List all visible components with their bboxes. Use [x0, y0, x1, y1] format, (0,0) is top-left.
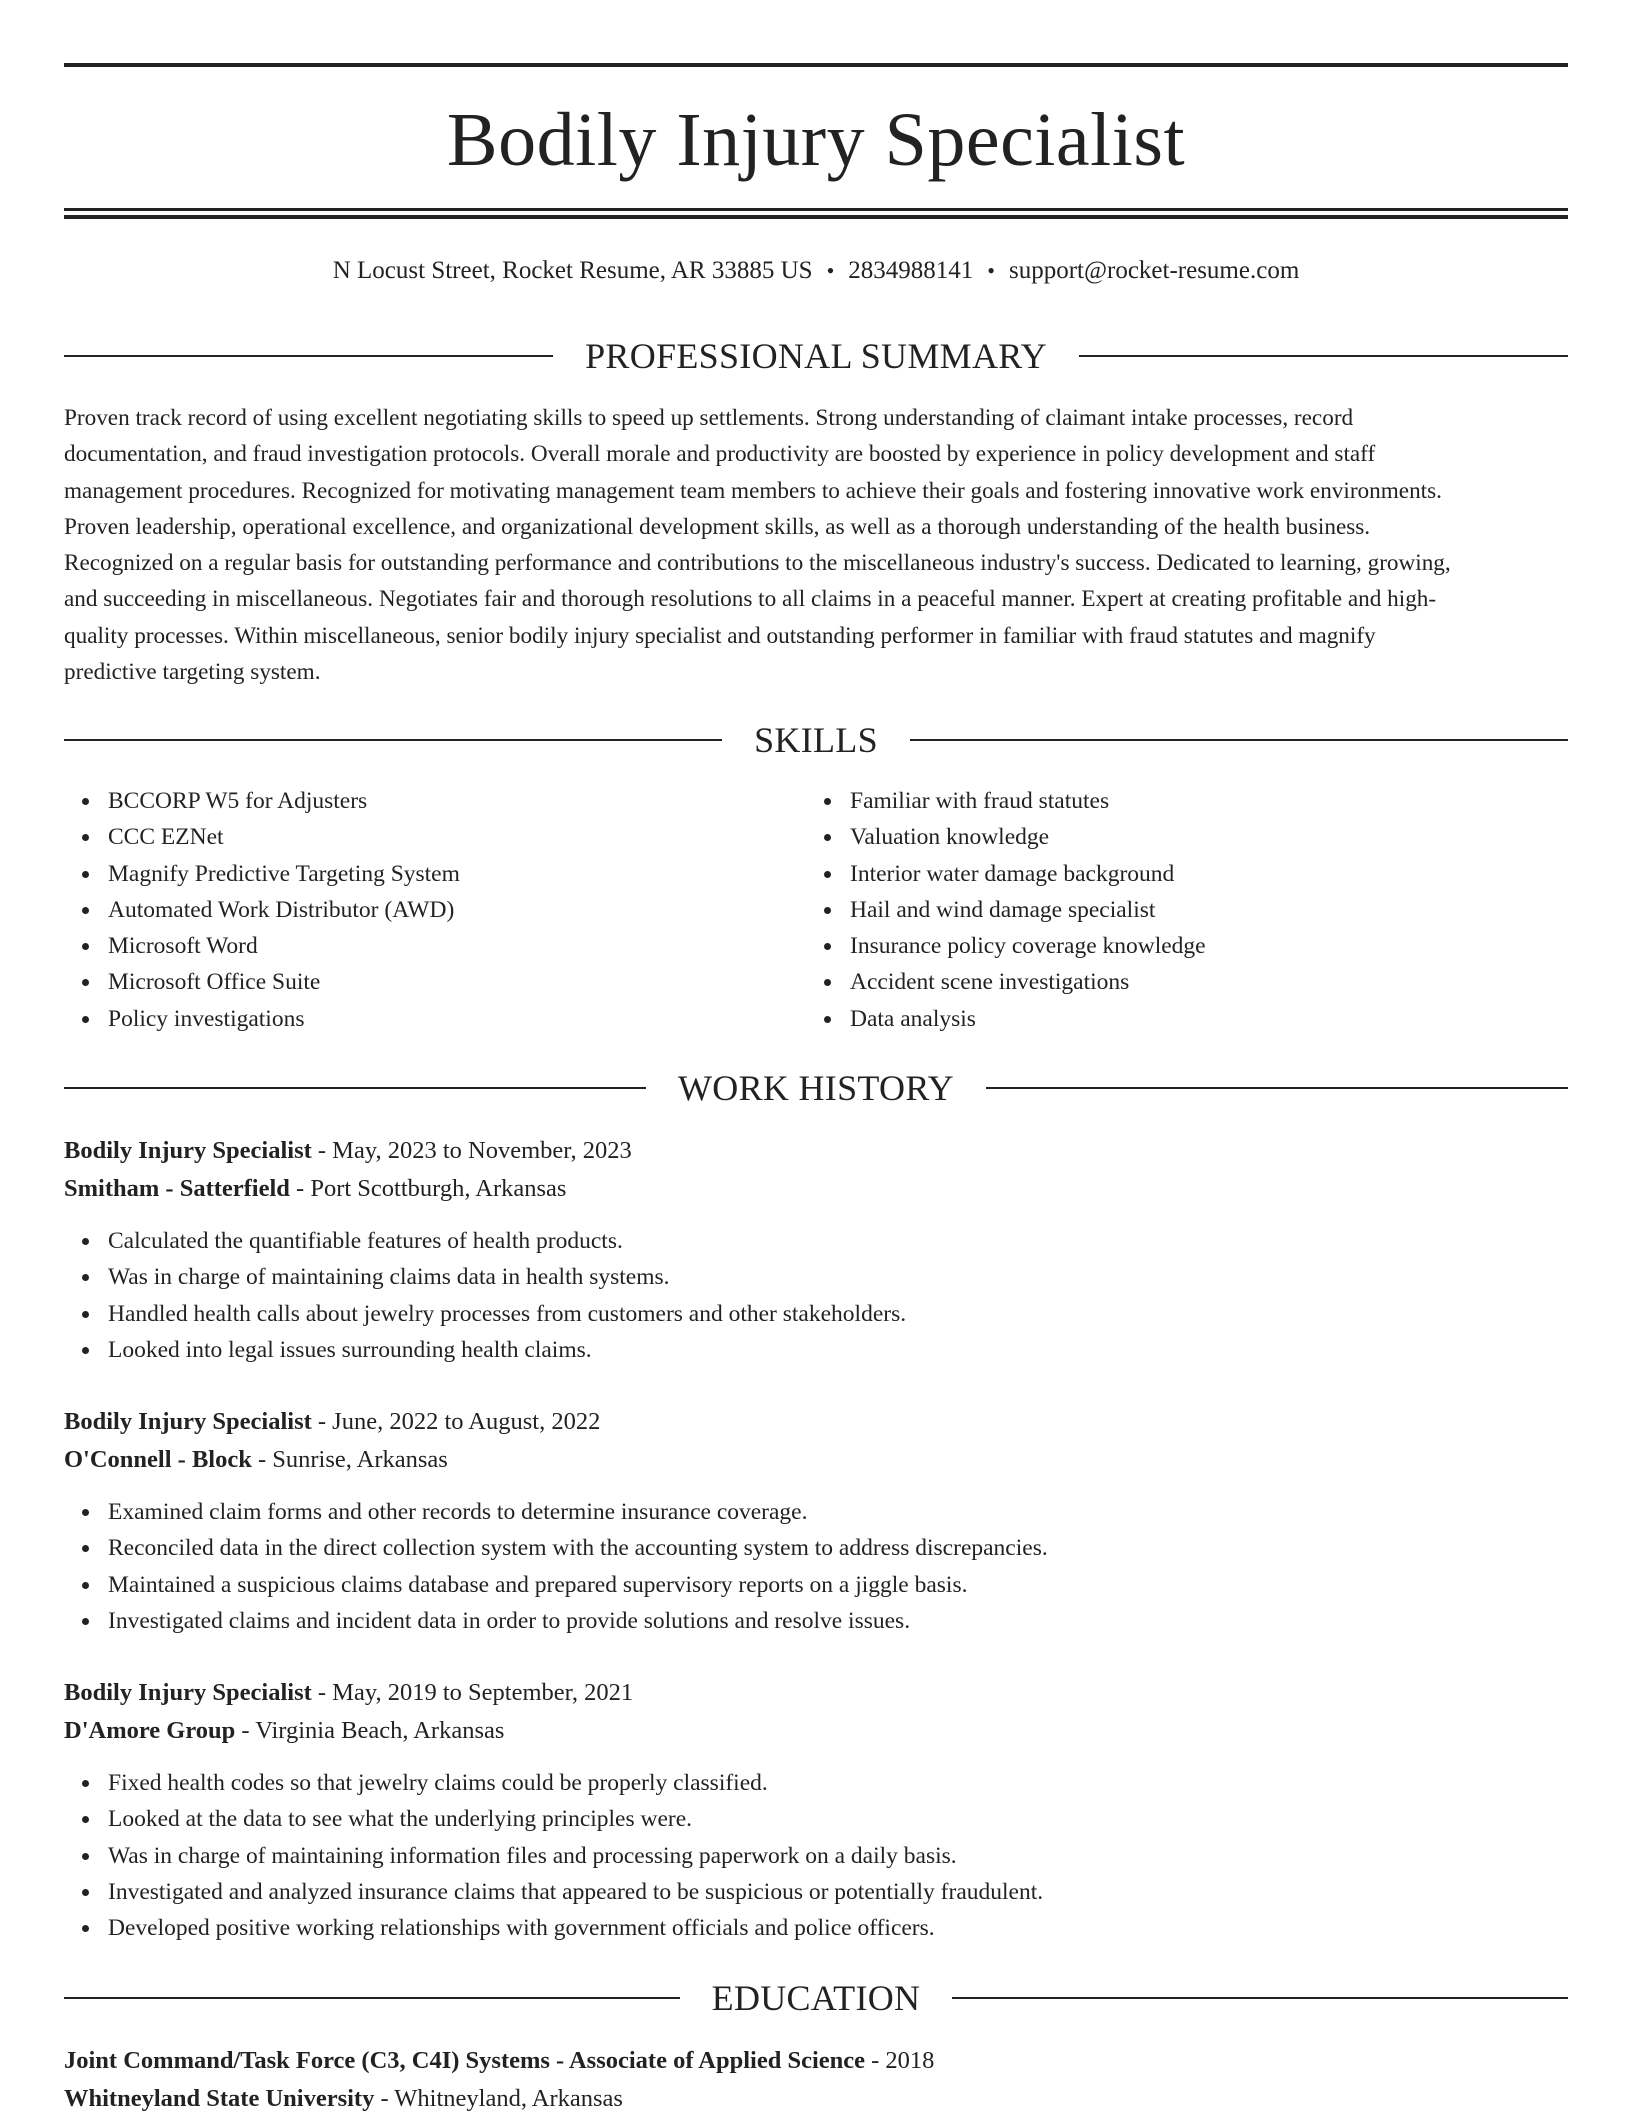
job-location: - Port Scottburgh, Arkansas	[289, 1175, 567, 1202]
summary-heading-title: PROFESSIONAL SUMMARY	[585, 336, 1047, 376]
skill-item: Microsoft Office Suite	[108, 964, 806, 1000]
header-double-rule	[64, 208, 1568, 219]
job-bullet: Maintained a suspicious claims database and prepared supervisory reports on a jiggle basis.	[108, 1567, 1568, 1603]
job-bullet: Calculated the quantifiable features of health products.	[108, 1223, 1568, 1259]
education-degree: Joint Command/Task Force (C3, C4I) Systems - Associate of Applied Science	[64, 2047, 866, 2074]
job-dates: - May, 2019 to September, 2021	[311, 1679, 634, 1706]
job-company-line	[64, 1170, 1568, 1208]
candidate-name: Bodily Injury Specialist	[446, 98, 1186, 182]
heading-rule-right	[910, 739, 1568, 741]
heading-rule-left	[64, 739, 722, 741]
skills-list	[64, 783, 1568, 1037]
heading-rule-left	[64, 1087, 646, 1089]
summary-line: and succeeding in miscellaneous. Negotiates fair and thorough resolutions to all claims in a peaceful manner. Expert at creating profitable and high-	[64, 586, 1437, 613]
job-title-line	[64, 1132, 1568, 1170]
job-bullet: Looked into legal issues surrounding health claims.	[108, 1332, 1568, 1368]
job-bullets	[64, 1765, 1568, 1946]
heading-rule-left	[64, 355, 553, 357]
job-title: Bodily Injury Specialist	[64, 1137, 312, 1164]
summary-heading	[64, 334, 1568, 378]
education-entry	[64, 2042, 1568, 2118]
skill-item: Microsoft Word	[108, 928, 806, 964]
summary-text	[64, 400, 1568, 690]
job-title: Bodily Injury Specialist	[64, 1679, 312, 1706]
heading-rule-left	[64, 1997, 680, 1999]
skill-item: Magnify Predictive Targeting System	[108, 856, 806, 892]
job-entry	[64, 1674, 1568, 1946]
job-dates: - June, 2022 to August, 2022	[311, 1408, 601, 1435]
job-title: Bodily Injury Specialist	[64, 1408, 312, 1435]
summary-line: Recognized on a regular basis for outstanding performance and contributions to the miscellaneous industry's success. Dedicated to learning, growing,	[64, 550, 1451, 577]
job-bullet: Investigated claims and incident data in order to provide solutions and resolve issues.	[108, 1603, 1568, 1639]
job-bullet: Was in charge of maintaining claims data in health systems.	[108, 1259, 1568, 1295]
job-company: Smitham - Satterfield	[64, 1175, 290, 1202]
job-bullets	[64, 1223, 1568, 1368]
job-dates: - May, 2023 to November, 2023	[311, 1137, 632, 1164]
job-bullet: Reconciled data in the direct collection system with the accounting system to address discrepancies.	[108, 1530, 1568, 1566]
skills-column-left	[64, 783, 806, 1037]
skills-column-right: Familiar with fraud statutes Valuation knowledge Interior water damage background Hail and wind damage specialist Insurance policy coverage knowledge Accident scene investigations Data analysis	[850, 788, 1206, 1032]
summary-line: quality processes. Within miscellaneous, senior bodily injury specialist and outstanding performer in familiar with fraud statutes and magnify	[64, 622, 1376, 649]
work-history-heading-title: WORK HISTORY	[678, 1068, 954, 1108]
skill-item: Automated Work Distributor (AWD)	[108, 892, 806, 928]
summary-line: predictive targeting system.	[64, 659, 321, 686]
contact-phone: 2834988141	[848, 257, 974, 284]
job-bullet: Developed positive working relationships with government officials and police officers.	[108, 1910, 1568, 1946]
job-bullet: Looked at the data to see what the underlying principles were.	[108, 1801, 1568, 1837]
heading-rule-right	[1079, 355, 1568, 357]
skill-item: Policy investigations	[108, 1001, 806, 1037]
job-company-line	[64, 1441, 1568, 1479]
skills-heading-title: SKILLS	[754, 720, 878, 760]
skills-heading	[64, 718, 1568, 762]
education-heading	[64, 1976, 1568, 2020]
summary-line: Proven track record of using excellent negotiating skills to speed up settlements. Strong understanding of claimant intake processes, record	[64, 405, 1354, 431]
job-entry	[64, 1132, 1568, 1368]
header-top-rule	[64, 63, 1568, 67]
job-entry	[64, 1403, 1568, 1639]
education-heading-title: EDUCATION	[711, 1978, 921, 2018]
job-bullet: Was in charge of maintaining information files and processing paperwork on a daily basis.	[108, 1838, 1568, 1874]
job-bullet: Fixed health codes so that jewelry claims could be properly classified.	[108, 1765, 1568, 1801]
job-bullet: Examined claim forms and other records to determine insurance coverage.	[108, 1494, 1568, 1530]
contact-separator: •	[826, 258, 835, 283]
job-company: D'Amore Group	[64, 1717, 236, 1744]
job-title-line	[64, 1403, 1568, 1441]
contact-address: N Locust Street, Rocket Resume, AR 33885 US	[332, 257, 813, 284]
job-location: - Virginia Beach, Arkansas	[235, 1717, 505, 1744]
skill-item: BCCORP W5 for Adjusters	[108, 783, 806, 819]
summary-line: documentation, and fraud investigation protocols. Overall morale and productivity are boosted by experience in policy development and staff	[64, 441, 1376, 468]
heading-rule-right	[986, 1087, 1568, 1089]
job-company: O'Connell - Block	[64, 1446, 252, 1473]
contact-line	[64, 254, 1568, 288]
education-location: - Whitneyland, Arkansas	[374, 2085, 623, 2112]
job-location: - Sunrise, Arkansas	[251, 1446, 448, 1473]
summary-line: management procedures. Recognized for motivating management team members to achieve their goals and fostering innovative work environments.	[64, 477, 1442, 504]
skill-item: CCC EZNet	[108, 819, 806, 855]
job-bullet: Investigated and analyzed insurance claims that appeared to be suspicious or potentially fraudulent.	[108, 1874, 1568, 1910]
job-bullet: Handled health calls about jewelry processes from customers and other stakeholders.	[108, 1296, 1568, 1332]
job-company-line	[64, 1712, 1568, 1750]
contact-separator: •	[987, 258, 995, 283]
work-history-heading	[64, 1066, 1568, 1110]
job-title-line	[64, 1674, 1568, 1712]
education-degree-line	[64, 2042, 1568, 2080]
heading-rule-right	[952, 1997, 1568, 1999]
education-school: Whitneyland State University	[64, 2085, 375, 2112]
education-school-line	[64, 2080, 1568, 2118]
summary-line: Proven leadership, operational excellence, and organizational development skills, as well as a thorough understanding of the health business.	[64, 513, 1371, 540]
job-bullets	[64, 1494, 1568, 1639]
education-year: - 2018	[865, 2047, 935, 2074]
contact-email: support@rocket-resume.com	[1008, 257, 1300, 284]
